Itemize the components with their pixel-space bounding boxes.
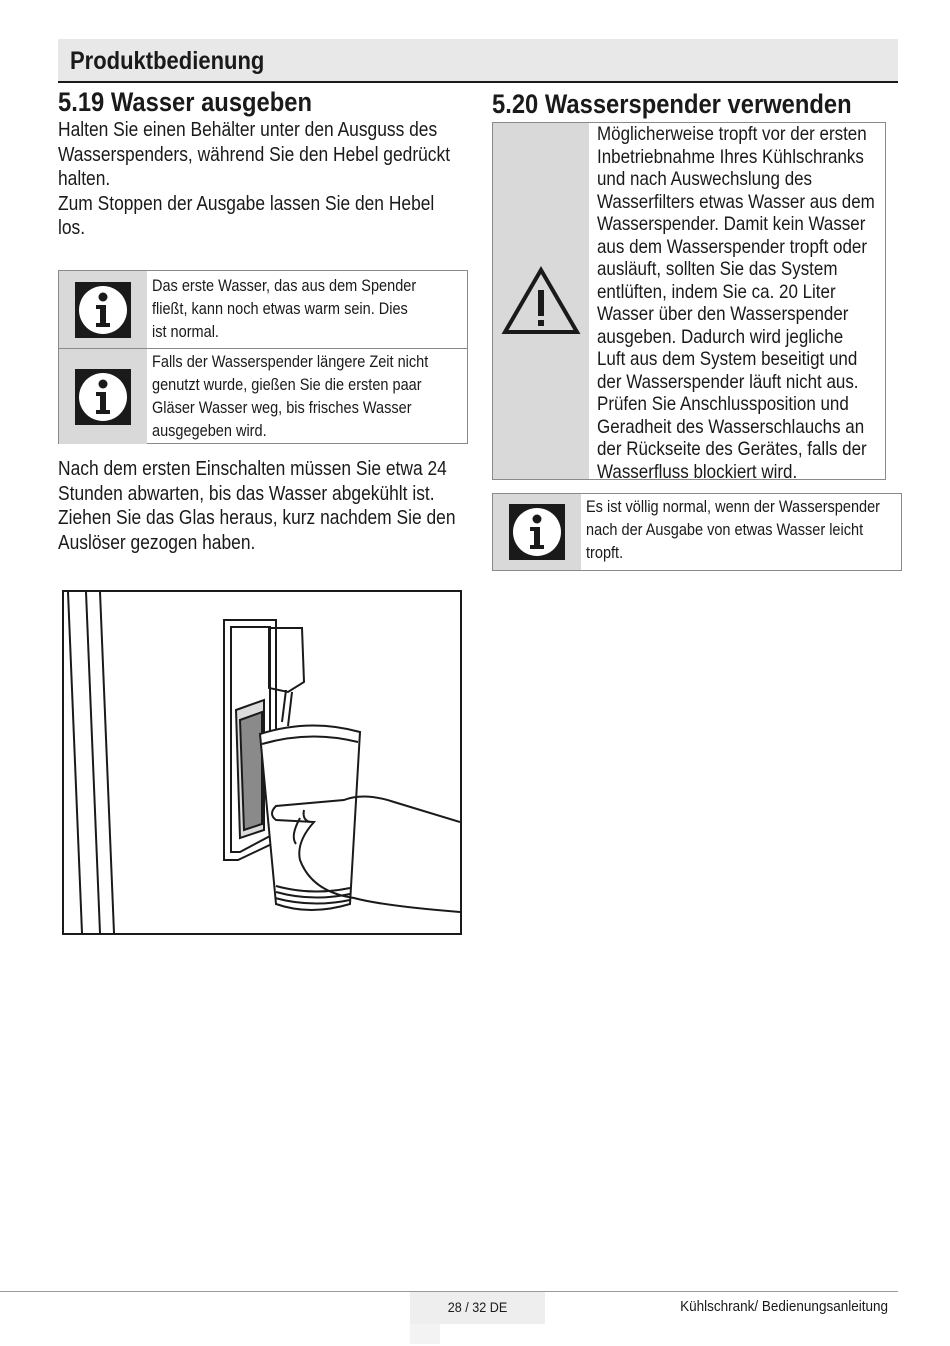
text-line: Möglicherweise tropft vor der ersten	[597, 123, 867, 145]
section-5-19-heading: 5.19 Wasser ausgeben	[58, 87, 313, 117]
text-line: Auslöser gezogen haben.	[58, 531, 256, 554]
text-line: Ziehen Sie das Glas heraus, kurz nachdem Sie den	[58, 507, 456, 529]
text-line: Stunden abwarten, bis das Wasser abgekühlt ist.	[58, 482, 435, 505]
text-line: los.	[58, 217, 86, 239]
info-note-row	[59, 349, 467, 444]
page-number-box	[410, 1292, 545, 1324]
dispenser-illustration	[62, 590, 462, 935]
text-line: Zum Stoppen der Ausgabe lassen Sie den Hebel	[58, 192, 435, 215]
text-line: Wasserfilters etwas Wasser aus dem	[597, 190, 875, 213]
text-line: Nach dem ersten Einschalten müssen Sie etwa 24	[58, 458, 447, 480]
section-5-20	[492, 88, 902, 120]
section-5-19-intro	[58, 118, 467, 241]
info-icon	[75, 282, 131, 338]
text-line: Wasserspender. Damit kein Wasser	[597, 213, 866, 235]
text-line: ausgegeben wird.	[152, 422, 267, 440]
info-icon-cell	[59, 271, 147, 348]
info-icon	[509, 504, 565, 560]
text-line: Wasserfluss blockiert wird.	[597, 460, 798, 483]
info-icon-cell	[59, 349, 147, 444]
info-icon	[75, 369, 131, 425]
page-number-box-tail	[410, 1324, 440, 1344]
section-5-20-heading: 5.20 Wasserspender verwenden	[492, 89, 852, 119]
text-line: Falls der Wasserspender längere Zeit nicht	[152, 353, 429, 371]
text-line: der Rückseite des Gerätes, falls der	[597, 438, 867, 460]
section-header-bar	[58, 39, 898, 83]
warning-icon-cell	[493, 123, 589, 479]
text-line: der Wasserspender läuft nicht aus.	[597, 370, 859, 393]
info-note-text	[152, 351, 469, 443]
text-line: tropft.	[586, 544, 624, 562]
text-line: entlüften, indem Sie ca. 20 Liter	[597, 280, 836, 303]
text-line: Geradheit des Wasserschlauchs an	[597, 415, 865, 438]
text-line: nach der Ausgabe von etwas Wasser leicht	[586, 521, 864, 539]
text-line: Luft aus dem System beseitigt und	[597, 348, 858, 370]
text-line: und nach Auswechslung des	[597, 168, 813, 190]
text-line: ausgeben. Dadurch wird jegliche	[597, 325, 844, 348]
section-5-19	[58, 86, 468, 241]
manual-title: Kühlschrank/ Bedienungsanleitung	[680, 1298, 888, 1315]
text-line: genutzt wurde, gießen Sie die ersten paar	[152, 376, 422, 394]
info-note-row	[59, 271, 467, 348]
info-note-box	[58, 270, 468, 444]
page-number: 28 / 32 DE	[447, 1299, 508, 1315]
text-line: fließt, kann noch etwas warm sein. Dies	[152, 300, 408, 318]
text-line: halten.	[58, 168, 111, 190]
cooling-time-paragraph	[58, 457, 467, 555]
warning-note-box	[492, 122, 886, 483]
text-line: ist normal.	[152, 323, 219, 341]
text-line: Halten Sie einen Behälter unter den Ausguss des	[58, 119, 438, 141]
text-line: Es ist völlig normal, wenn der Wasserspender	[586, 498, 881, 516]
warning-triangle-icon	[501, 266, 581, 336]
text-line: Das erste Wasser, das aus dem Spender	[152, 277, 417, 295]
text-line: Prüfen Sie Anschlussposition und	[597, 393, 849, 415]
text-line: aus dem Wasserspender tropft oder	[597, 235, 867, 258]
info-note-box	[492, 493, 902, 571]
glass-under-dispenser-drawing	[64, 592, 460, 933]
page-title: Produktbedienung	[70, 47, 265, 75]
text-line: Wasserspenders, während Sie den Hebel gedrückt	[58, 143, 451, 166]
text-line: Gläser Wasser weg, bis frisches Wasser	[152, 399, 412, 417]
text-line: Inbetriebnahme Ihres Kühlschranks	[597, 145, 864, 168]
text-line: Wasser über den Wasserspender	[597, 303, 849, 325]
info-icon-cell	[493, 494, 581, 570]
text-line: ausläuft, sollten Sie das System	[597, 258, 838, 280]
info-note-text	[586, 496, 903, 565]
info-note-text	[152, 275, 469, 344]
warning-text	[597, 123, 880, 483]
